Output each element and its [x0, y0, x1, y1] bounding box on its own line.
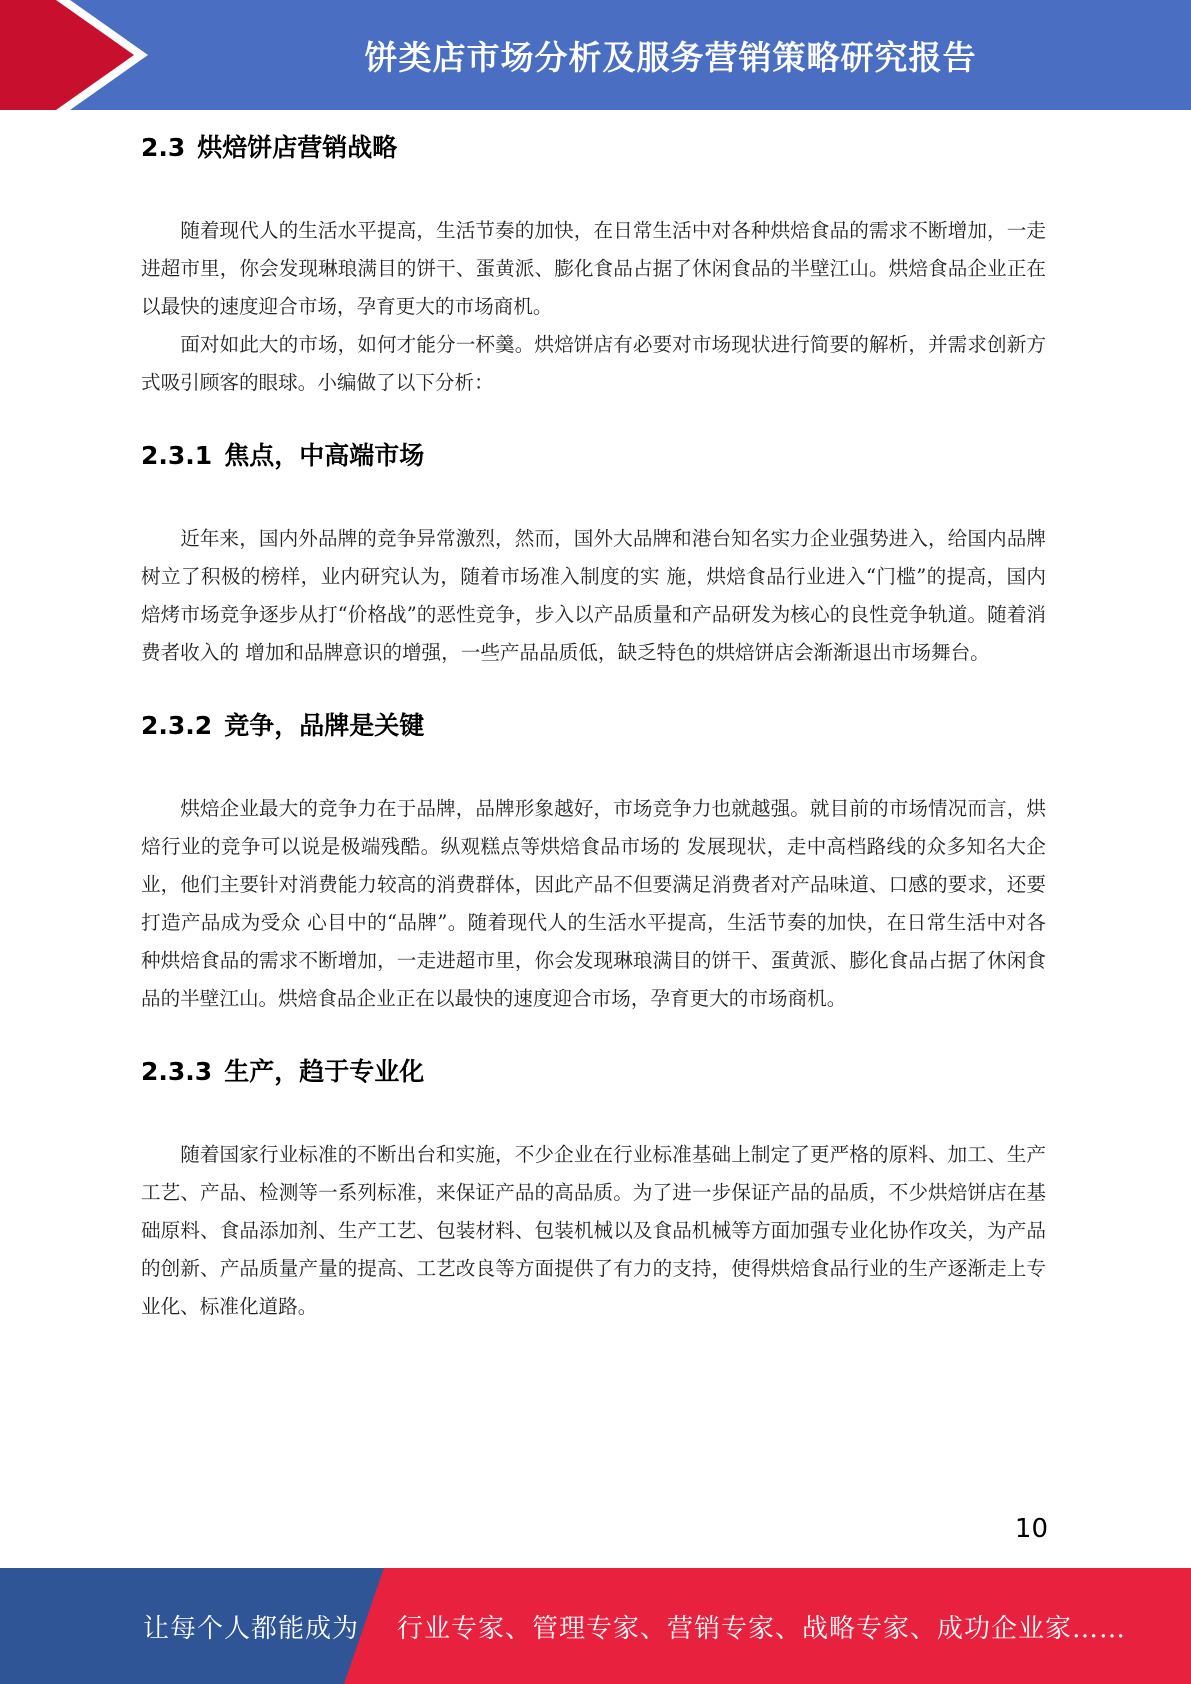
paragraph: 面对如此大的市场，如何才能分一杯羹。烘焙饼店有必要对市场现状进行简要的解析，并需求创新方式吸引顾客的眼球。小编做了以下分析：: [141, 333, 1046, 394]
footer-slogan-right: 行业专家、管理专家、营销专家、战略专家、成功企业家……: [397, 1613, 1127, 1644]
section-number: 2.3.1: [141, 441, 213, 470]
section-heading-2-3-3: [141, 1052, 1046, 1092]
section-title: 生产，趋于专业化: [224, 1057, 425, 1086]
paragraph: 近年来，国内外品牌的竞争异常激烈，然而，国外大品牌和港台知名实力企业强势进入，给国内品牌树立了积极的榜样，业内研究认为，随着市场准入制度的实 施，烘焙食品行业进入“门槛”的提高，国内焙烤市场竞争逐步从打“价格战”的恶性竞争，步入以产品质量和产品研发为核心的良性竞争轨道。随着消费者收入的 增加和品牌意识的增强，一些产品品质低，缺乏特色的烘焙饼店会渐渐退出市场舞台。: [141, 527, 1046, 664]
page-number: 10: [1014, 1514, 1048, 1544]
paragraph: 随着国家行业标准的不断出台和实施，不少企业在行业标准基础上制定了更严格的原料、加工、生产工艺、产品、检测等一系列标准，来保证产品的高品质。为了进一步保证产品的品质，不少烘焙饼店在基础原料、食品添加剂、生产工艺、包装材料、包装机械以及食品机械等方面加强专业化协作攻关，为产品的创新、产品质量产量的提高、工艺改良等方面提供了有力的支持，使得烘焙食品行业的生产逐渐走上专业化、标准化道路。: [141, 1143, 1046, 1318]
section-heading-2-3-1: [141, 436, 1046, 476]
section-number: 2.3.2: [141, 711, 213, 740]
paragraph: 烘焙企业最大的竞争力在于品牌，品牌形象越好，市场竞争力也就越强。就目前的市场情况而言，烘焙行业的竞争可以说是极端残酷。纵观糕点等烘焙食品市场的 发展现状，走中高档路线的众多知名大企业，他们主要针对消费能力较高的消费群体，因此产品不但要满足消费者对产品味道、口感的要求，还要打造产品成为受众 心目中的“品牌”。随着现代人的生活水平提高，生活节奏的加快，在日常生活中对各种烘焙食品的需求不断增加，一走进超市里，你会发现琳琅满目的饼干、蛋黄派、膨化食品占据了休闲食品的半壁江山。烘焙食品企业正在以最快的速度迎合市场，孕育更大的市场商机。: [141, 797, 1046, 1010]
report-content: [141, 128, 1046, 1326]
section-number: 2.3.3: [141, 1057, 213, 1086]
header-banner: [0, 0, 1191, 110]
section-title: 竞争，品牌是关键: [224, 711, 425, 740]
footer-banner: [0, 1568, 1191, 1684]
section-number: 2.3: [141, 133, 186, 162]
header-title: 饼类店市场分析及服务营销策略研究报告: [364, 37, 977, 77]
section-title: 焦点，中高端市场: [224, 441, 425, 470]
section-heading-2-3: [141, 128, 1046, 168]
paragraph: 随着现代人的生活水平提高，生活节奏的加快，在日常生活中对各种烘焙食品的需求不断增加，一走进超市里，你会发现琳琅满目的饼干、蛋黄派、膨化食品占据了休闲食品的半壁江山。烘焙食品企业正在以最快的速度迎合市场，孕育更大的市场商机。: [141, 219, 1046, 318]
section-title: 烘焙饼店营销战略: [197, 133, 398, 162]
section-heading-2-3-2: [141, 706, 1046, 746]
footer-slogan-left: 让每个人都能成为: [143, 1613, 360, 1644]
